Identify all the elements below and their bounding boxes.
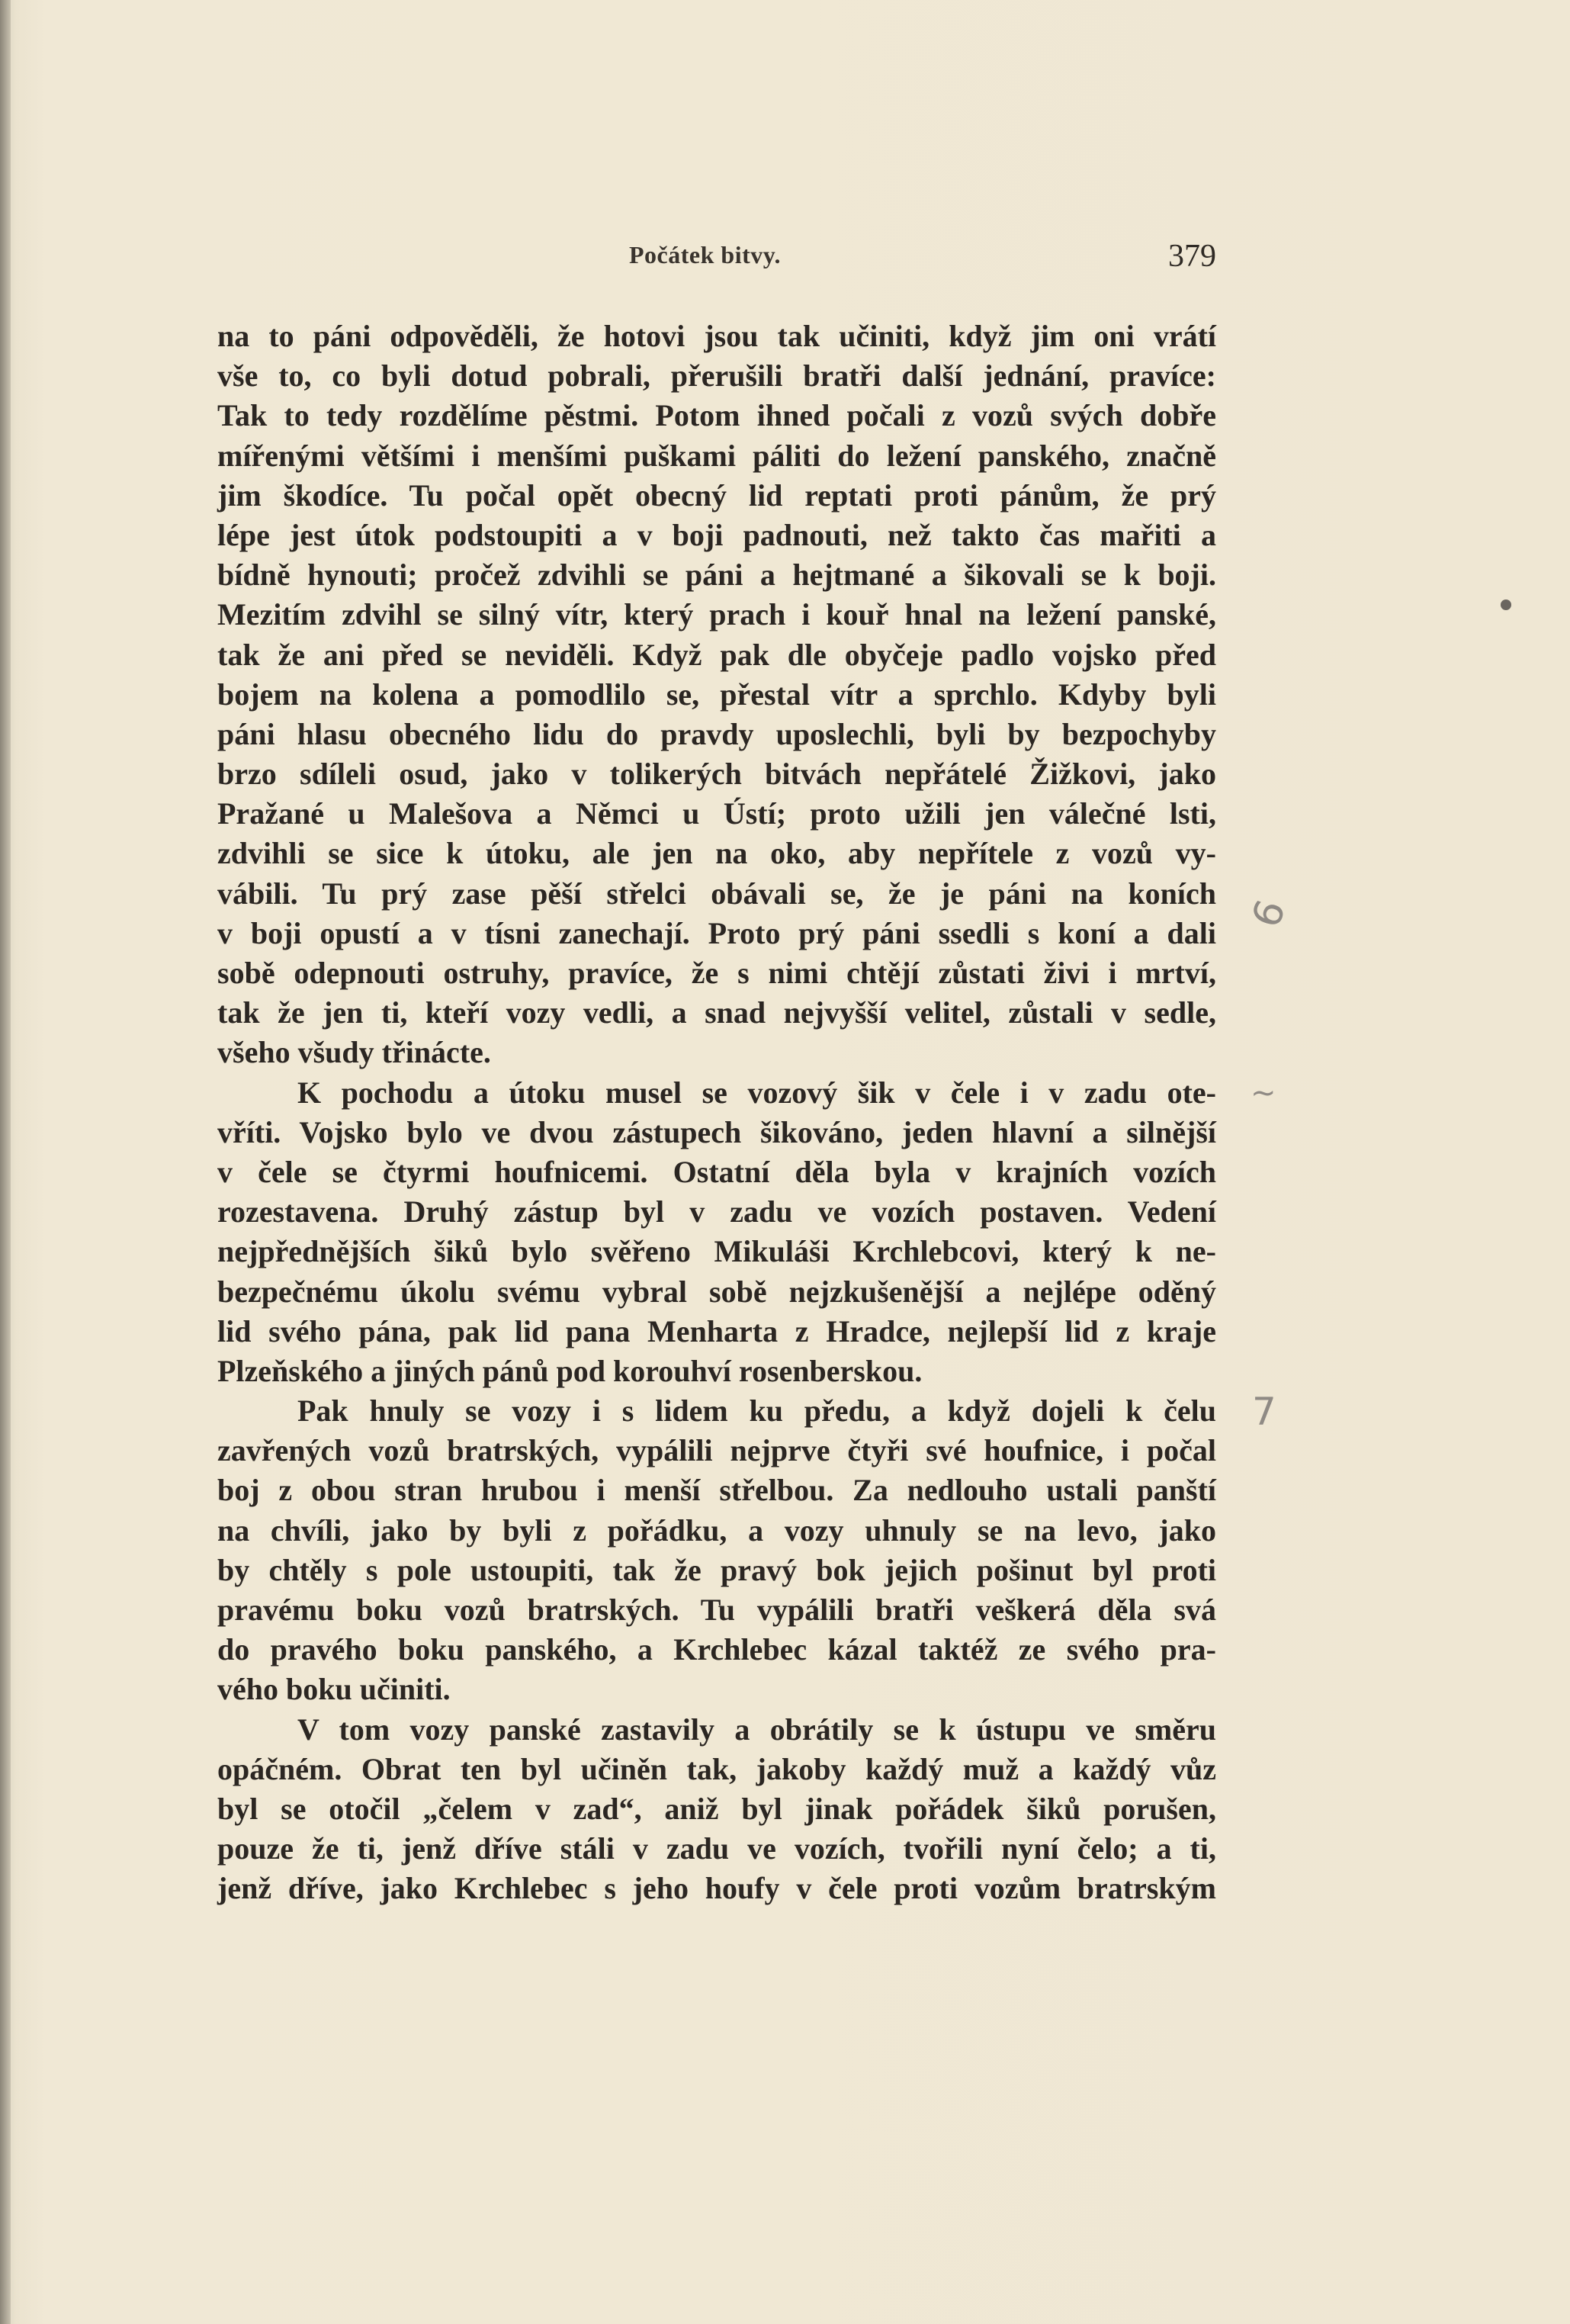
text-line: jenž dříve, jako Krchlebec s jeho houfy v čele proti vozům bratrským: [217, 1871, 1216, 1906]
text-line: do pravého boku panského, a Krchlebec kázal taktéž ze svého pra-: [217, 1632, 1216, 1667]
text-line: V tom vozy panské zastavily a obrátily se k ústupu ve směru: [297, 1712, 1216, 1747]
text-line: opáčném. Obrat ten byl učiněn tak, jakoby každý muž a každý vůz: [217, 1751, 1216, 1786]
margin-note: ~: [1251, 1075, 1276, 1111]
text-line: vříti. Vojsko bylo ve dvou zástupech šikováno, jeden hlavní a silnější: [217, 1114, 1216, 1149]
text-line: sobě odepnouti ostruhy, pravíce, že s nimi chtějí zůstati živi i mrtví,: [217, 956, 1216, 990]
text-line: vábili. Tu prý zase pěší střelci obávali se, že je páni na koních: [217, 876, 1216, 911]
text-line: v boji opustí a v tísni zanechají. Proto prý páni ssedli s koní a dali: [217, 915, 1216, 950]
text-line: všeho všudy třinácte.: [217, 1035, 491, 1070]
text-line: na to páni odpověděli, že hotovi jsou tak učiniti, když jim oni vrátí: [217, 319, 1216, 353]
text-line: boj z obou stran hrubou i menší střelbou. Za nedlouho ustali panští: [217, 1473, 1216, 1508]
text-line: byl se otočil „čelem v zad“, aniž byl jinak pořádek šiků porušen,: [217, 1791, 1216, 1826]
text-line: by chtěly s pole ustoupiti, tak že pravý bok jejich pošinut byl proti: [217, 1552, 1216, 1587]
text-line: bojem na kolena a pomodlilo se, přestal vítr a sprchlo. Kdyby byli: [217, 677, 1216, 712]
text-line: rozestavena. Druhý zástup byl v zadu ve vozích postaven. Vedení: [217, 1194, 1216, 1230]
text-line: v čele se čtyrmi houfnicemi. Ostatní děla byla v krajních vozích: [217, 1154, 1216, 1189]
running-title: Počátek bitvy.: [629, 241, 781, 268]
text-line: Tak to tedy rozdělíme pěstmi. Potom ihned počali z vozů svých dobře: [217, 398, 1216, 433]
text-line: Pak hnuly se vozy i s lidem ku předu, a když dojeli k čelu: [297, 1393, 1216, 1429]
page-number: 379: [1168, 239, 1216, 274]
text-line: páni hlasu obecného lidu do pravdy uposlechli, byli by bezpochyby: [217, 716, 1216, 751]
text-line: K pochodu a útoku musel se vozový šik v čele i v zadu ote-: [297, 1075, 1216, 1110]
page-header: [217, 238, 1216, 284]
text-line: zdvihli se sice k útoku, ale jen na oko, aby nepřítele z vozů vy-: [217, 836, 1216, 871]
text-line: mířenými většími i menšími puškami páliti do ležení panského, značně: [217, 438, 1216, 473]
text-line: Plzeňského a jiných pánů pod korouhví rosenberskou.: [217, 1353, 923, 1388]
body-text: [217, 317, 1216, 1909]
text-line: Pražané u Malešova a Němci u Ústí; proto užili jen válečné lsti,: [217, 796, 1216, 831]
text-line: pouze že ti, jenž dříve stáli v zadu ve vozích, tvořili nyní čelo; a ti,: [217, 1831, 1216, 1866]
text-line: vše to, co byli dotud pobrali, přerušili bratři další jednání, pravíce:: [217, 358, 1216, 394]
text-line: pravému boku vozů bratrských. Tu vypálili bratři veškerá děla svá: [217, 1593, 1216, 1627]
text-line: nejpřednějších šiků bylo svěřeno Mikuláši Krchlebcovi, který k ne-: [217, 1234, 1216, 1269]
text-line: bezpečnému úkolu svému vybral sobě nejzkušenější a nejlépe oděný: [217, 1274, 1216, 1309]
text-line: tak že ani před se neviděli. Když pak dle obyčeje padlo vojsko před: [217, 637, 1216, 672]
text-line: lépe jest útok podstoupiti a v boji padnouti, než takto čas mařiti a: [217, 517, 1216, 552]
text-line: jim škodíce. Tu počal opět obecný lid reptati proti pánům, že prý: [217, 477, 1216, 513]
ink-spot: [1501, 599, 1511, 610]
text-line: zavřených vozů bratrských, vypálili nejprve čtyři své houfnice, i počal: [217, 1433, 1216, 1468]
text-line: na chvíli, jako by byli z pořádku, a vozy uhnuly se na levo, jako: [217, 1512, 1216, 1548]
text-line: vého boku učiniti.: [217, 1672, 451, 1707]
margin-note: 6: [1243, 894, 1295, 934]
margin-note: 7: [1252, 1390, 1276, 1434]
text-line: lid svého pána, pak lid pana Menharta z Hradce, nejlepší lid z kraje: [217, 1313, 1216, 1348]
text-line: tak že jen ti, kteří vozy vedli, a snad nejvyšší velitel, zůstali v sedle,: [217, 995, 1216, 1030]
text-line: brzo sdíleli osud, jako v tolikerých bitvách nepřátelé Žižkovi, jako: [217, 757, 1216, 792]
text-line: Mezitím zdvihl se silný vítr, který prach i kouř hnal na ležení panské,: [217, 597, 1216, 632]
text-line: bídně hynouti; pročež zdvihli se páni a hejtmané a šikovali se k boji.: [217, 558, 1216, 593]
page-spine-shadow: [0, 0, 11, 2324]
